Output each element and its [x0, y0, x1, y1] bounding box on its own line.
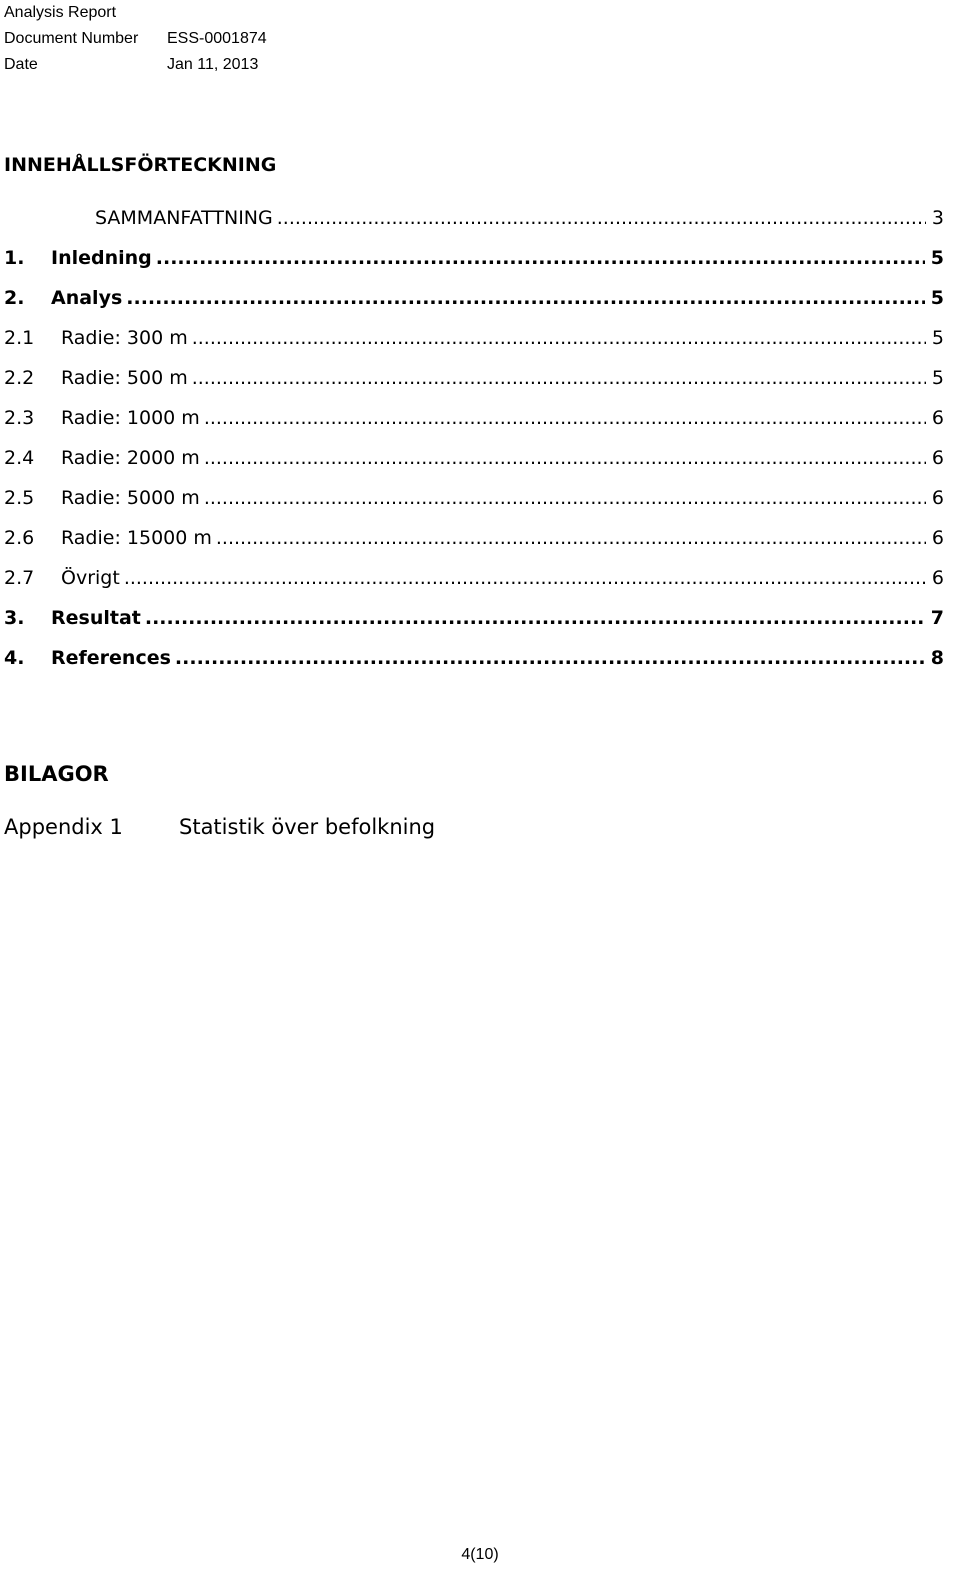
toc-entry-title: Inledning [51, 247, 152, 269]
toc-entry-title: Analys [51, 287, 123, 309]
table-of-contents [4, 207, 944, 687]
toc-entry-page: 6 [931, 527, 944, 549]
toc-entry-sammanfattning[interactable] [4, 207, 944, 247]
toc-dot-leader [145, 607, 925, 629]
toc-entry-number: 3. [4, 607, 25, 629]
toc-entry-title: Resultat [51, 607, 141, 629]
toc-entry-number: 2.1 [4, 327, 35, 349]
toc-dot-leader [204, 407, 926, 429]
toc-entry-title: Radie: 500 m [61, 367, 188, 389]
appendix-title: Statistik över befolkning [179, 815, 436, 839]
toc-entry-resultat[interactable] [4, 607, 944, 647]
toc-dot-leader [156, 247, 925, 269]
toc-entry-radie-2000[interactable] [4, 447, 944, 487]
toc-entry-page: 5 [930, 247, 944, 269]
toc-dot-leader [126, 287, 925, 309]
document-number-label: Document Number [4, 30, 139, 47]
toc-dot-leader [175, 647, 925, 669]
toc-entry-page: 5 [931, 367, 944, 389]
date-label: Date [4, 56, 38, 73]
toc-heading: INNEHÅLLSFÖRTECKNING [4, 154, 277, 176]
toc-entry-page: 8 [930, 647, 944, 669]
toc-entry-analys[interactable] [4, 287, 944, 327]
toc-entry-title: Radie: 5000 m [61, 487, 200, 509]
document-header [4, 0, 267, 78]
toc-entry-page: 6 [931, 487, 944, 509]
toc-dot-leader [216, 527, 926, 549]
appendices-heading: BILAGOR [4, 762, 109, 786]
toc-entry-number: 4. [4, 647, 25, 669]
toc-entry-radie-15000[interactable] [4, 527, 944, 567]
report-title: Analysis Report [4, 4, 117, 21]
appendix-label: Appendix 1 [4, 815, 123, 839]
toc-entry-number: 2.5 [4, 487, 35, 509]
toc-entry-page: 6 [931, 407, 944, 429]
toc-entry-radie-1000[interactable] [4, 407, 944, 447]
toc-entry-ovrigt[interactable] [4, 567, 944, 607]
toc-entry-title: Övrigt [61, 567, 120, 589]
toc-entry-references[interactable] [4, 647, 944, 687]
toc-dot-leader [204, 447, 926, 469]
toc-entry-number: 2. [4, 287, 25, 309]
toc-entry-number: 2.4 [4, 447, 35, 469]
toc-entry-page: 6 [931, 567, 944, 589]
toc-dot-leader [277, 207, 926, 229]
document-number-value: ESS-0001874 [167, 30, 267, 47]
toc-dot-leader [204, 487, 926, 509]
toc-entry-number: 2.7 [4, 567, 35, 589]
page-number: 4(10) [461, 1546, 499, 1563]
toc-entry-radie-5000[interactable] [4, 487, 944, 527]
toc-entry-number: 1. [4, 247, 25, 269]
toc-entry-page: 5 [931, 327, 944, 349]
toc-entry-title: SAMMANFATTNING [95, 207, 273, 229]
toc-dot-leader [192, 367, 926, 389]
toc-entry-page: 5 [930, 287, 944, 309]
toc-entry-number: 2.3 [4, 407, 35, 429]
toc-entry-page: 3 [931, 207, 944, 229]
toc-entry-radie-300[interactable] [4, 327, 944, 367]
date-row [4, 52, 267, 78]
toc-entry-title: Radie: 300 m [61, 327, 188, 349]
toc-entry-radie-500[interactable] [4, 367, 944, 407]
toc-dot-leader [124, 567, 926, 589]
toc-entry-number: 2.2 [4, 367, 35, 389]
date-value: Jan 11, 2013 [167, 56, 259, 73]
toc-entry-title: Radie: 1000 m [61, 407, 200, 429]
toc-entry-title: Radie: 2000 m [61, 447, 200, 469]
document-number-row [4, 26, 267, 52]
toc-dot-leader [192, 327, 926, 349]
toc-entry-title: References [51, 647, 171, 669]
toc-entry-number: 2.6 [4, 527, 35, 549]
toc-entry-page: 7 [930, 607, 944, 629]
toc-entry-page: 6 [931, 447, 944, 469]
appendix-item[interactable] [4, 815, 435, 839]
toc-entry-title: Radie: 15000 m [61, 527, 212, 549]
toc-entry-inledning[interactable] [4, 247, 944, 287]
report-title-row [4, 0, 267, 26]
